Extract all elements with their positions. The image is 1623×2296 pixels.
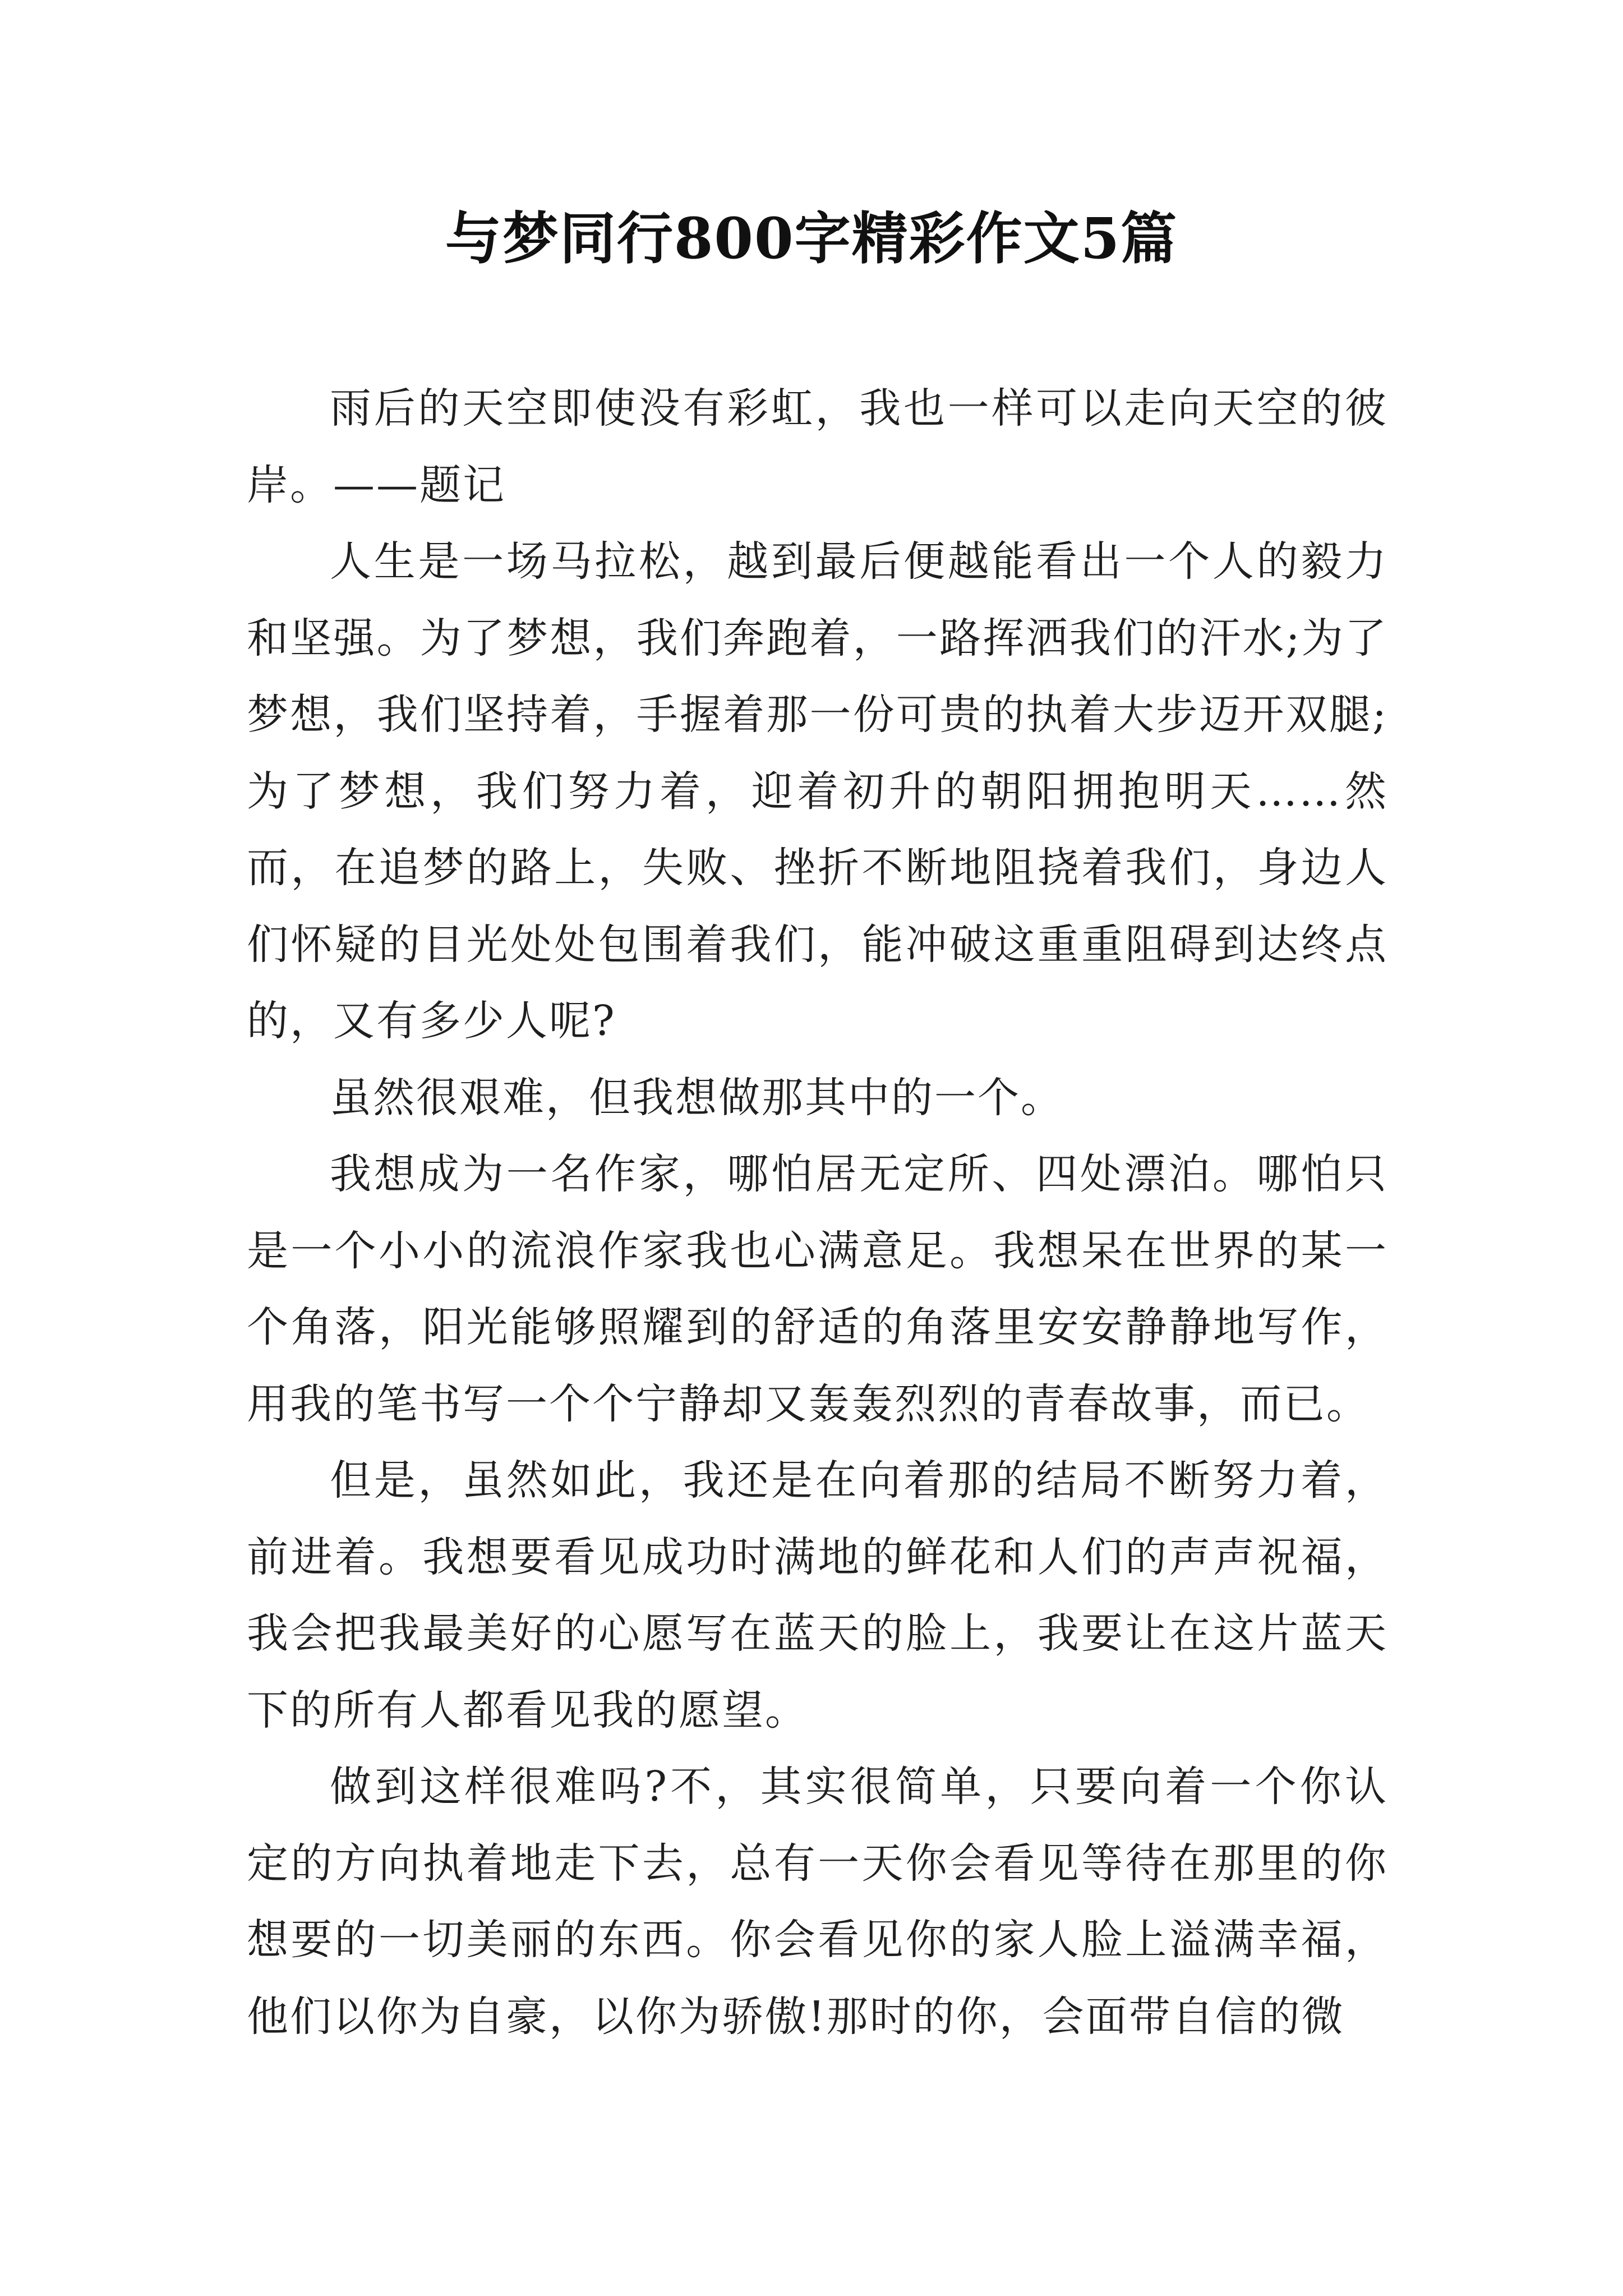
- document-body: [247, 370, 1388, 2055]
- paragraph-writer-dream: 我想成为一名作家，哪怕居无定所、四处漂泊。哪怕只是一个小小的流浪作家我也心满意足。我想呆在世界的某一个角落，阳光能够照耀到的舒适的角落里安安静静地写作，用我的笔书写一个个宁静却又轰轰烈烈的青春故事，而已。: [247, 1150, 1388, 1428]
- document-title: 与梦同行800字精彩作文5篇: [445, 205, 1178, 272]
- paragraph-marathon: 人生是一场马拉松，越到最后便越能看出一个人的毅力和坚强。为了梦想，我们奔跑着，一路挥洒我们的汗水;为了梦想，我们坚持着，手握着那一份可贵的执着大步迈开双腿;为了梦想，我们努力着，迎着初升的朝阳拥抱明天……然而，在追梦的路上，失败、挫折不断地阻挠着我们，身边人们怀疑的目光处处包围着我们，能冲破这重重阻碍到达终点的，又有多少人呢?: [247, 537, 1388, 1045]
- paragraph-epigraph: 雨后的天空即使没有彩虹，我也一样可以走向天空的彼岸。——题记: [247, 384, 1388, 509]
- paragraph-simple: 做到这样很难吗?不，其实很简单，只要向着一个你认定的方向执着地走下去，总有一天你会看见等待在那里的你想要的一切美丽的东西。你会看见你的家人脸上溢满幸福，他们以你为自豪，以你为骄傲!那时的你，会面带自信的微: [247, 1763, 1388, 2041]
- paragraph-difficult: 虽然很艰难，但我想做那其中的一个。: [330, 1073, 1064, 1122]
- paragraph-striving: 但是，虽然如此，我还是在向着那的结局不断努力着，前进着。我想要看见成功时满地的鲜花和人们的声声祝福，我会把我最美好的心愿写在蓝天的脸上，我要让在这片蓝天下的所有人都看见我的愿望。: [247, 1456, 1388, 1734]
